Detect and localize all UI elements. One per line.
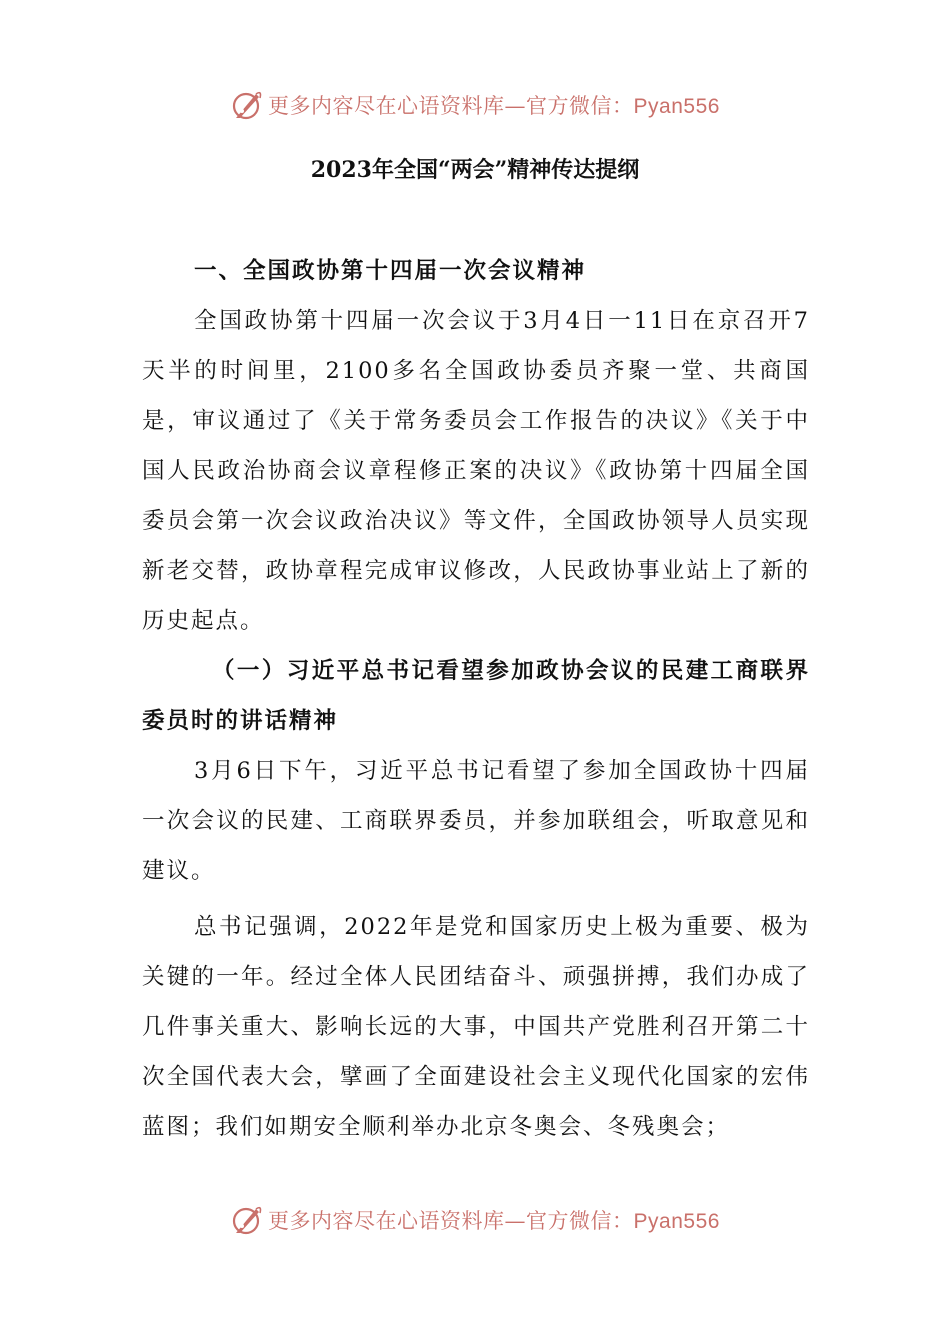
header-watermark-banner xyxy=(0,85,950,125)
paragraph-2: 3月6日下午，习近平总书记看望了参加全国政协十四届一次会议的民建、工商联界委员，并参加联组会，听取意见和建议。 xyxy=(142,758,810,884)
subsection-heading: （一）习近平总书记看望参加政协会议的民建工商联界委员时的讲话精神 xyxy=(142,658,810,734)
watermark-text xyxy=(268,1205,720,1235)
watermark-wechat-id: Pyan556 xyxy=(633,95,720,118)
watermark-wechat-id: Pyan556 xyxy=(633,1210,720,1233)
watermark-label: 更多内容尽在心语资料库—官方微信： xyxy=(268,94,634,118)
paragraph-1: 全国政协第十四届一次会议于3月4日一11日在京召开7天半的时间里，2100多名全国政协委员齐聚一堂、共商国是，审议通过了《关于常务委员会工作报告的决议》《关于中国人民政治协商会议章程修正案的决议》《政协第十四届全国委员会第一次会议政治决议》等文件，全国政协领导人员实现新老交替，政协章程完成审议修改，人民政协事业站上了新的历史起点。 xyxy=(142,308,810,634)
quill-logo-icon xyxy=(230,1203,264,1237)
document-body xyxy=(142,246,810,1152)
document-title: 2023年全国“两会”精神传达提纲 xyxy=(310,157,640,183)
quill-logo-icon xyxy=(230,88,264,122)
paragraph-3: 总书记强调，2022年是党和国家历史上极为重要、极为关键的一年。经过全体人民团结奋斗、顽强拼搏，我们办成了几件事关重大、影响长远的大事，中国共产党胜利召开第二十次全国代表大会，擘画了全面建设社会主义现代化国家的宏伟蓝图；我们如期安全顺利举办北京冬奥会、冬残奥会； xyxy=(142,914,810,1140)
watermark-label: 更多内容尽在心语资料库—官方微信： xyxy=(268,1209,634,1233)
watermark-text xyxy=(268,90,720,120)
section-heading: 一、全国政协第十四届一次会议精神 xyxy=(194,258,587,284)
footer-watermark-banner xyxy=(0,1200,950,1240)
